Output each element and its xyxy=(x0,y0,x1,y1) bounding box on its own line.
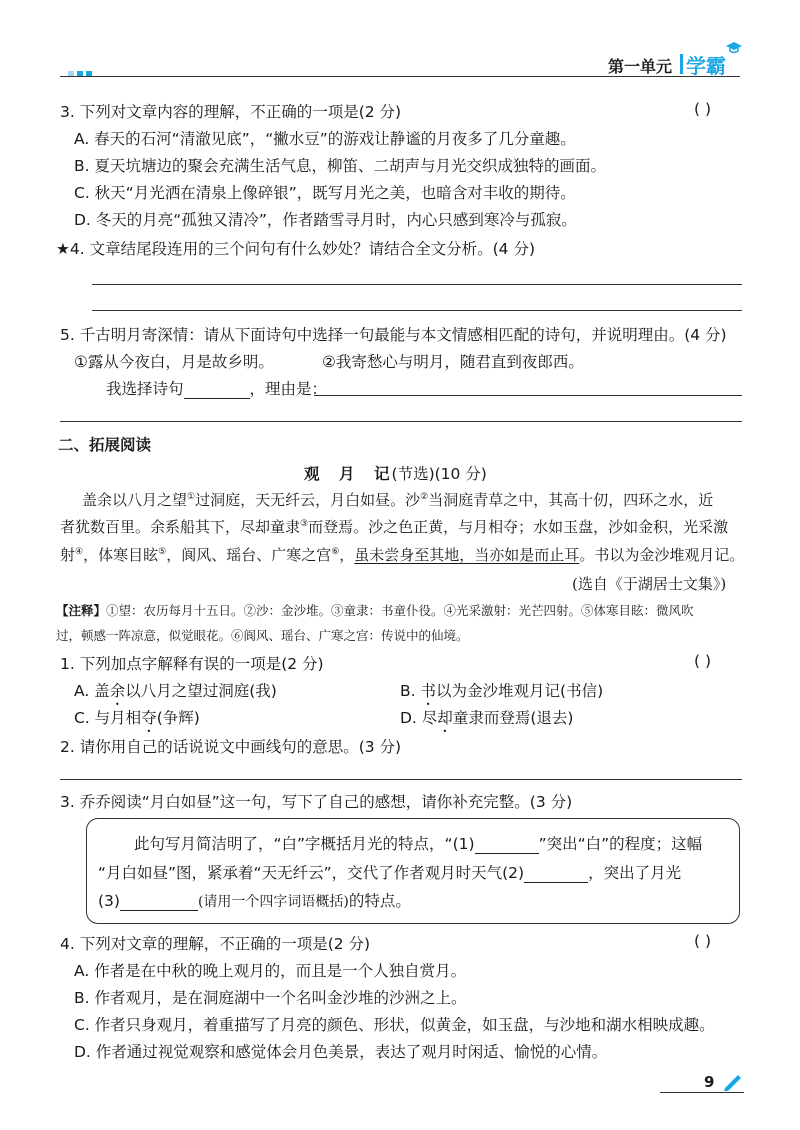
q3-option-d[interactable]: D. 冬天的月亮“孤独又清冷”，作者踏雪寻月时，内心只感到寒冷与孤寂。 xyxy=(74,211,577,229)
s2-q1-option-b[interactable]: B. 书以为金沙堆观月记(书信) xyxy=(400,682,604,700)
s2-q2-question: 2. 请你用自己的话说说文中画线句的意思。(3 分) xyxy=(60,738,402,756)
s2-q4-option-b[interactable]: B. 作者观月，是在洞庭湖中一个名叫金沙堆的沙洲之上。 xyxy=(74,989,467,1007)
underlined-sentence: 虽未尝身至其地，当亦如是而止耳 xyxy=(354,546,580,564)
s2-q1-option-a[interactable]: A. 盖余以八月之望过洞庭(我) xyxy=(74,682,277,700)
passage-source: (选自《于湖居士文集》) xyxy=(572,575,727,593)
s2-q4-option-c[interactable]: C. 作者只身观月，着重描写了月亮的颜色、形状，似黄金，如玉盘，与沙地和湖水相映成趣。 xyxy=(74,1016,715,1034)
q4-answer-line-2[interactable] xyxy=(92,310,742,311)
passage-line-2: 者犹数百里。余系船其下，尽却童隶③而登焉。沙之色正黄，与月相夺；水如玉盘，沙如金积，光采激 xyxy=(60,518,729,536)
s2-q1-option-d[interactable]: D. 尽却童隶而登焉(退去) xyxy=(400,709,574,727)
q5-poem-2: ②我寄愁心与明月，随君直到夜郎西。 xyxy=(322,353,584,371)
blank-2[interactable] xyxy=(524,864,588,883)
graduation-cap-icon xyxy=(726,42,742,54)
s2-q3-stem: 3. 乔乔阅读“月白如昼”这一句，写下了自己的感想，请你补充完整。(3 分) xyxy=(60,793,573,811)
q3-option-a[interactable]: A. 春天的石河“清澈见底”，“撇水豆”的游戏让静谧的月夜多了几分童趣。 xyxy=(74,130,576,148)
s2-q4-option-a[interactable]: A. 作者是在中秋的晚上观月的，而且是一个人独自赏月。 xyxy=(74,962,467,980)
s2-q1-answer-paren[interactable]: ( ) xyxy=(694,652,712,670)
page-number: 9 xyxy=(704,1073,715,1091)
unit-title: 第一单元 xyxy=(608,57,673,76)
passage-title: 观 月 记(节选)(10 分) xyxy=(304,464,487,483)
q5-stem: 5. 千古明月寄深情：请从下面诗句中选择一句最能与本文情感相匹配的诗句，并说明理由。(4 分) xyxy=(60,326,727,344)
q3-stem: 3. 下列对文章内容的理解，不正确的一项是(2 分) xyxy=(60,103,402,121)
s2-q3-box-line-3: (3) (请用一个四字词语概括)的特点。 xyxy=(98,892,411,910)
passage-line-3: 射④，体寒目眩⑤，阆风、瑶台、广寒之宫⑥，虽未尝身至其地，当亦如是而止耳。书以为金沙堆观月记。 xyxy=(60,546,745,564)
q5-poem-1: ①露从今夜白，月是故乡明。 xyxy=(74,353,274,371)
q4-question: ★4. 文章结尾段连用的三个问句有什么妙处？请结合全文分析。(4 分) xyxy=(56,240,536,258)
s2-q4-option-d[interactable]: D. 作者通过视觉观察和感觉体会月色美景，表达了观月时闲适、愉悦的心情。 xyxy=(74,1043,608,1061)
q3-option-b[interactable]: B. 夏天坑塘边的聚会充满生活气息，柳笛、二胡声与月光交织成独特的画面。 xyxy=(74,157,606,175)
s2-q4-stem: 4. 下列对文章的理解，不正确的一项是(2 分) xyxy=(60,935,371,953)
s2-q3-box-line-2: “月白如昼”图，紧承着“天无纤云”，交代了作者观月时天气(2) ，突出了月光 xyxy=(98,864,682,882)
section-heading: 二、拓展阅读 xyxy=(58,436,152,454)
brand-logo: 学霸 xyxy=(686,54,726,78)
q5-reason-line-1[interactable] xyxy=(314,395,742,396)
s2-q3-box-line-1: 此句写月简洁明了，“白”字概括月光的特点，“(1) ”突出“白”的程度；这幅 xyxy=(134,835,703,853)
notes-line-1: 【注释】①望：农历每月十五日。②沙：金沙堆。③童隶：书童仆役。④光采激射：光芒四射。⑤体寒目眩：微风吹 xyxy=(56,603,694,618)
q3-answer-paren[interactable]: ( ) xyxy=(694,100,712,118)
passage-line-1: 盖余以八月之望①过洞庭，天无纤云，月白如昼。沙②当洞庭青草之中，其高十仞，四环之水，近 xyxy=(82,491,714,509)
header-decoration xyxy=(68,62,92,81)
s2-q1-stem: 1. 下列加点字解释有误的一项是(2 分) xyxy=(60,655,324,673)
header-divider xyxy=(680,54,683,74)
q5-fill-row: 我选择诗句 ，理由是： xyxy=(106,380,328,398)
footer-rule xyxy=(660,1092,744,1093)
s2-q4-answer-paren[interactable]: ( ) xyxy=(694,932,712,950)
star-icon: ★ xyxy=(56,240,70,258)
q3-option-c[interactable]: C. 秋天“月光洒在清泉上像碎银”，既写月光之美，也暗含对丰收的期待。 xyxy=(74,184,576,202)
blank-3[interactable] xyxy=(120,892,198,911)
q4-answer-line-1[interactable] xyxy=(92,284,742,285)
blank-1[interactable] xyxy=(475,835,539,854)
q5-poem-choice-blank[interactable] xyxy=(184,380,250,399)
pencil-icon xyxy=(722,1071,744,1091)
s2-q1-option-c[interactable]: C. 与月相夺(争辉) xyxy=(74,709,200,727)
s2-q2-answer-line[interactable] xyxy=(60,779,742,780)
notes-line-2: 过，顿感一阵凉意，似觉眼花。⑥阆风、瑶台、广寒之宫：传说中的仙境。 xyxy=(56,628,469,643)
q5-reason-line-2[interactable] xyxy=(60,421,742,422)
